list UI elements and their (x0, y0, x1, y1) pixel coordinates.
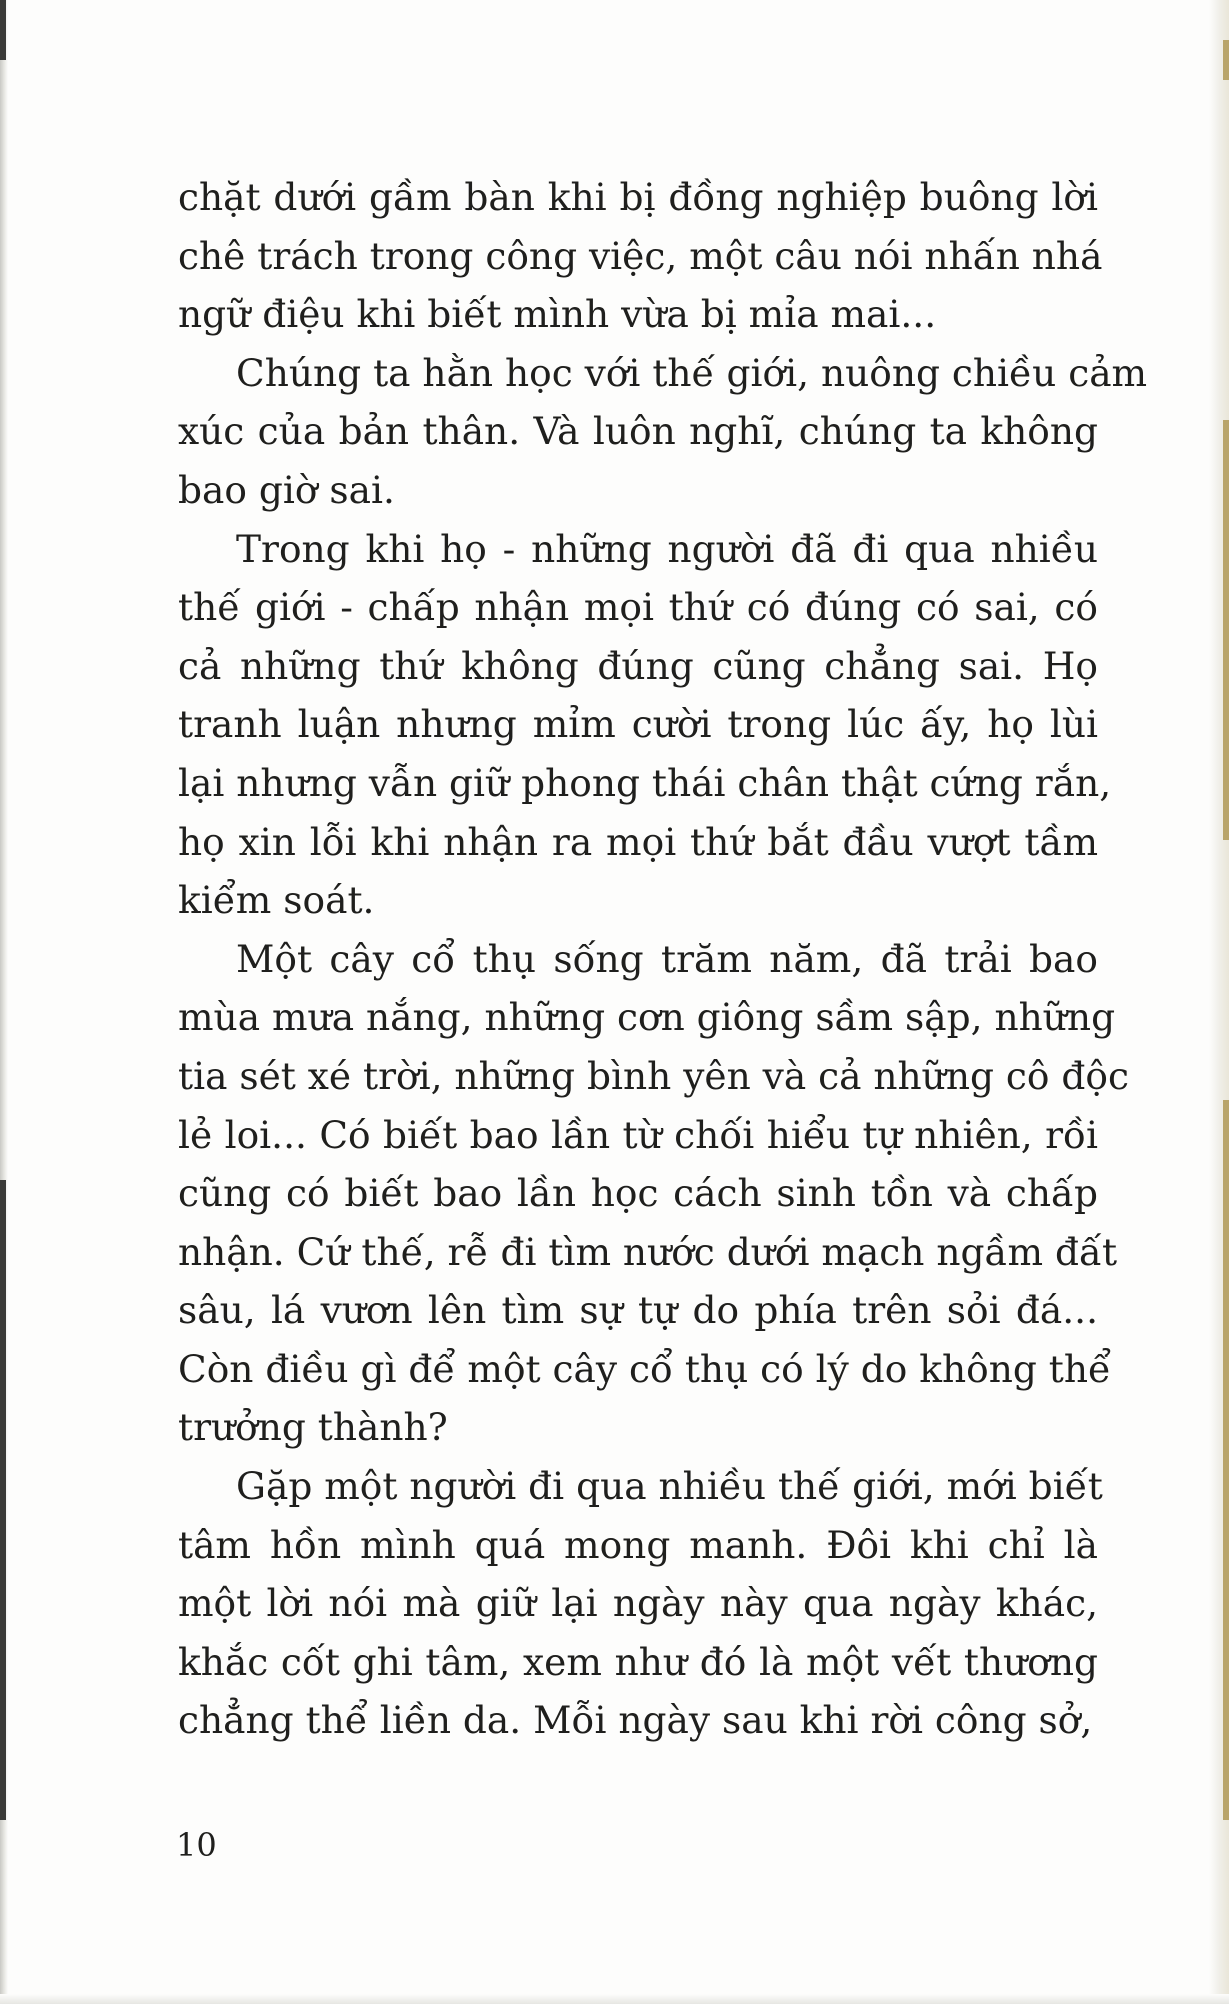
text-line: họ xin lỗi khi nhận ra mọi thứ bắt đầu vượt tầm (178, 819, 1098, 864)
text-line: cũng có biết bao lần học cách sinh tồn và chấp (178, 1171, 1098, 1216)
body-text (178, 168, 1148, 1750)
text-line: khắc cốt ghi tâm, xem như đó là một vết thương (178, 1639, 1098, 1684)
text-line: bao giờ sai. (178, 467, 395, 512)
text-line: lại nhưng vẫn giữ phong thái chân thật cứng rắn, (178, 760, 1112, 805)
text-line: Chúng ta hằn học với thế giới, nuông chiều cảm (236, 350, 1148, 395)
text-line: Trong khi họ - những người đã đi qua nhiều (236, 526, 1098, 571)
text-line: mùa mưa nắng, những cơn giông sầm sập, những (178, 995, 1116, 1040)
text-line: nhận. Cứ thế, rễ đi tìm nước dưới mạch ngầm đất (178, 1229, 1118, 1274)
scan-edge-right-tint (1223, 1100, 1229, 1820)
text-line: tia sét xé trời, những bình yên và cả những cô độc (178, 1053, 1129, 1098)
scan-edge-left-shadow (0, 0, 6, 60)
scan-edge-right-tint (1223, 40, 1229, 80)
text-line: ngữ điệu khi biết mình vừa bị mỉa mai... (178, 292, 937, 337)
paragraph (178, 1457, 1103, 1750)
text-line: Gặp một người đi qua nhiều thế giới, mới biết (236, 1464, 1103, 1509)
text-line: một lời nói mà giữ lại ngày này qua ngày khác, (178, 1581, 1098, 1626)
scan-edge-right-tint (1223, 420, 1229, 840)
text-line: xúc của bản thân. Và luôn nghĩ, chúng ta không (178, 409, 1098, 454)
page-number: 10 (176, 1826, 217, 1864)
text-line: chê trách trong công việc, một câu nói nhấn nhá (178, 233, 1103, 278)
text-line: tâm hồn mình quá mong manh. Đôi khi chỉ là (178, 1522, 1098, 1567)
text-line: trưởng thành? (178, 1405, 448, 1450)
text-line: Một cây cổ thụ sống trăm năm, đã trải bao (236, 936, 1098, 981)
text-line: chặt dưới gầm bàn khi bị đồng nghiệp buông lời (178, 175, 1098, 219)
paragraph (178, 344, 1148, 520)
scan-edge-bottom (0, 1994, 1229, 2004)
text-line: Còn điều gì để một cây cổ thụ có lý do không thể (178, 1346, 1112, 1391)
text-line: sâu, lá vươn lên tìm sự tự do phía trên sỏi đá... (178, 1288, 1098, 1333)
text-line: thế giới - chấp nhận mọi thứ có đúng có sai, có (178, 585, 1098, 630)
text-line: lẻ loi... Có biết bao lần từ chối hiểu tự nhiên, rồi (178, 1112, 1098, 1157)
text-line: tranh luận nhưng mỉm cười trong lúc ấy, họ lùi (178, 702, 1098, 747)
text-line: kiểm soát. (178, 878, 375, 923)
text-line: chẳng thể liền da. Mỗi ngày sau khi rời công sở, (178, 1698, 1093, 1743)
paragraph (178, 930, 1129, 1457)
scan-edge-left-shadow (0, 1180, 6, 1820)
paragraph (178, 168, 1103, 344)
paragraph (178, 520, 1112, 930)
text-line: cả những thứ không đúng cũng chẳng sai. Họ (178, 643, 1098, 688)
